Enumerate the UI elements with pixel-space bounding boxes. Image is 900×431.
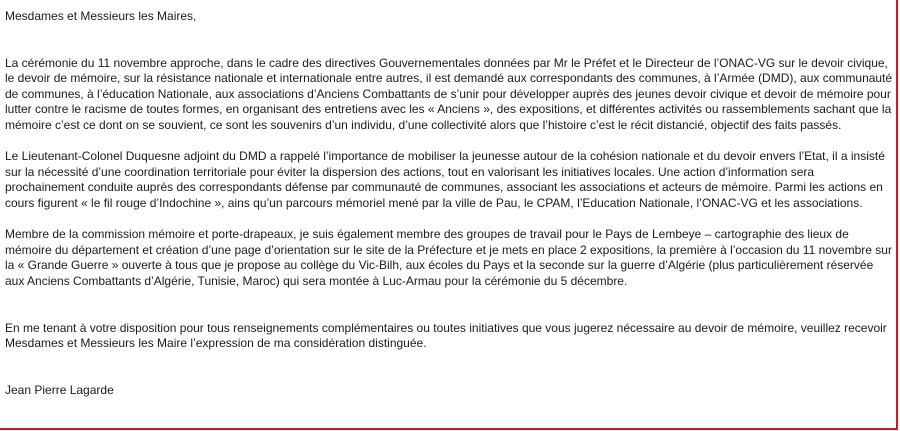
letter-paragraph-ceremony: La cérémonie du 11 novembre approche, dans le cadre des directives Gouvernementales données par Mr le Préfet et le Directeur de l’ONAC-VG sur le devoir civique, le devoir de mémoire, sur la résistance nationale et internationale entre autres, il est demandé aux correspondants des communes, à l’Armée (DMD), aux communauté de communes, à l’éducation Nationale, aux associations d’Anciens Combattants de s’unir pour développer auprès des jeunes devoir civique et devoir de mémoire pour lutter contre le racisme de toutes formes, en organisant des entretiens avec les « Anciens », des expositions, et différentes activités ou rassemblements sachant que la mémoire c’est ce dont on se souvient, ce sont les souvenirs d’un individu, d’une collectivité alors que l’histoire c’est le récit distancié, objectif des faits passés.	[5, 55, 893, 132]
letter-greeting: Mesdames et Messieurs les Maires,	[5, 9, 197, 23]
letter-closing: En me tenant à votre disposition pour tous renseignements complémentaires ou toutes initiatives que vous jugerez nécessaire au devoir de mémoire, veuillez recevoir Mesdames et Messieurs les Maire l’expression de ma considération distinguée.	[5, 320, 887, 351]
letter-paragraph-commission: Membre de la commission mémoire et porte-drapeaux, je suis également membre des groupes de travail pour le Pays de Lembeye – cartographie des lieux de mémoire du département et création d’une page d’orientation sur le site de la Préfecture et je mets en place 2 expositions, la première à l’occasion du 11 novembre sur la « Grande Guerre » ouverte à tous que je propose au collège du Vic-Bilh, aux écoles du Pays et la seconde sur la guerre d’Algérie (plus particulièrement réservée aux Anciens Combattants d’Algérie, Tunisie, Maroc) qui sera montée à Luc-Armau pour la cérémonie du 5 décembre.	[5, 227, 892, 288]
letter-body	[5, 9, 893, 398]
letter-paragraph-dmd: Le Lieutenant-Colonel Duquesne adjoint du DMD a rappelé l’importance de mobiliser la jeunesse autour de la cohésion nationale et du devoir envers l’Etat, il a insisté sur la nécessité d’une coordination territoriale pour éviter la dispersion des actions, tout en valorisant les initiatives locales. Une action d’information sera prochainement conduite auprès des correspondants défense par communauté de communes, associant les associations et acteurs de mémoire. Parmi les actions en cours figurent « le fil rouge d’Indochine », ains qu’un parcours mémoriel mené par la ville de Pau, le CPAM, l’Education Nationale, l’ONAC-VG et les associations.	[5, 149, 885, 210]
letter-signature: Jean Pierre Lagarde	[5, 382, 114, 397]
